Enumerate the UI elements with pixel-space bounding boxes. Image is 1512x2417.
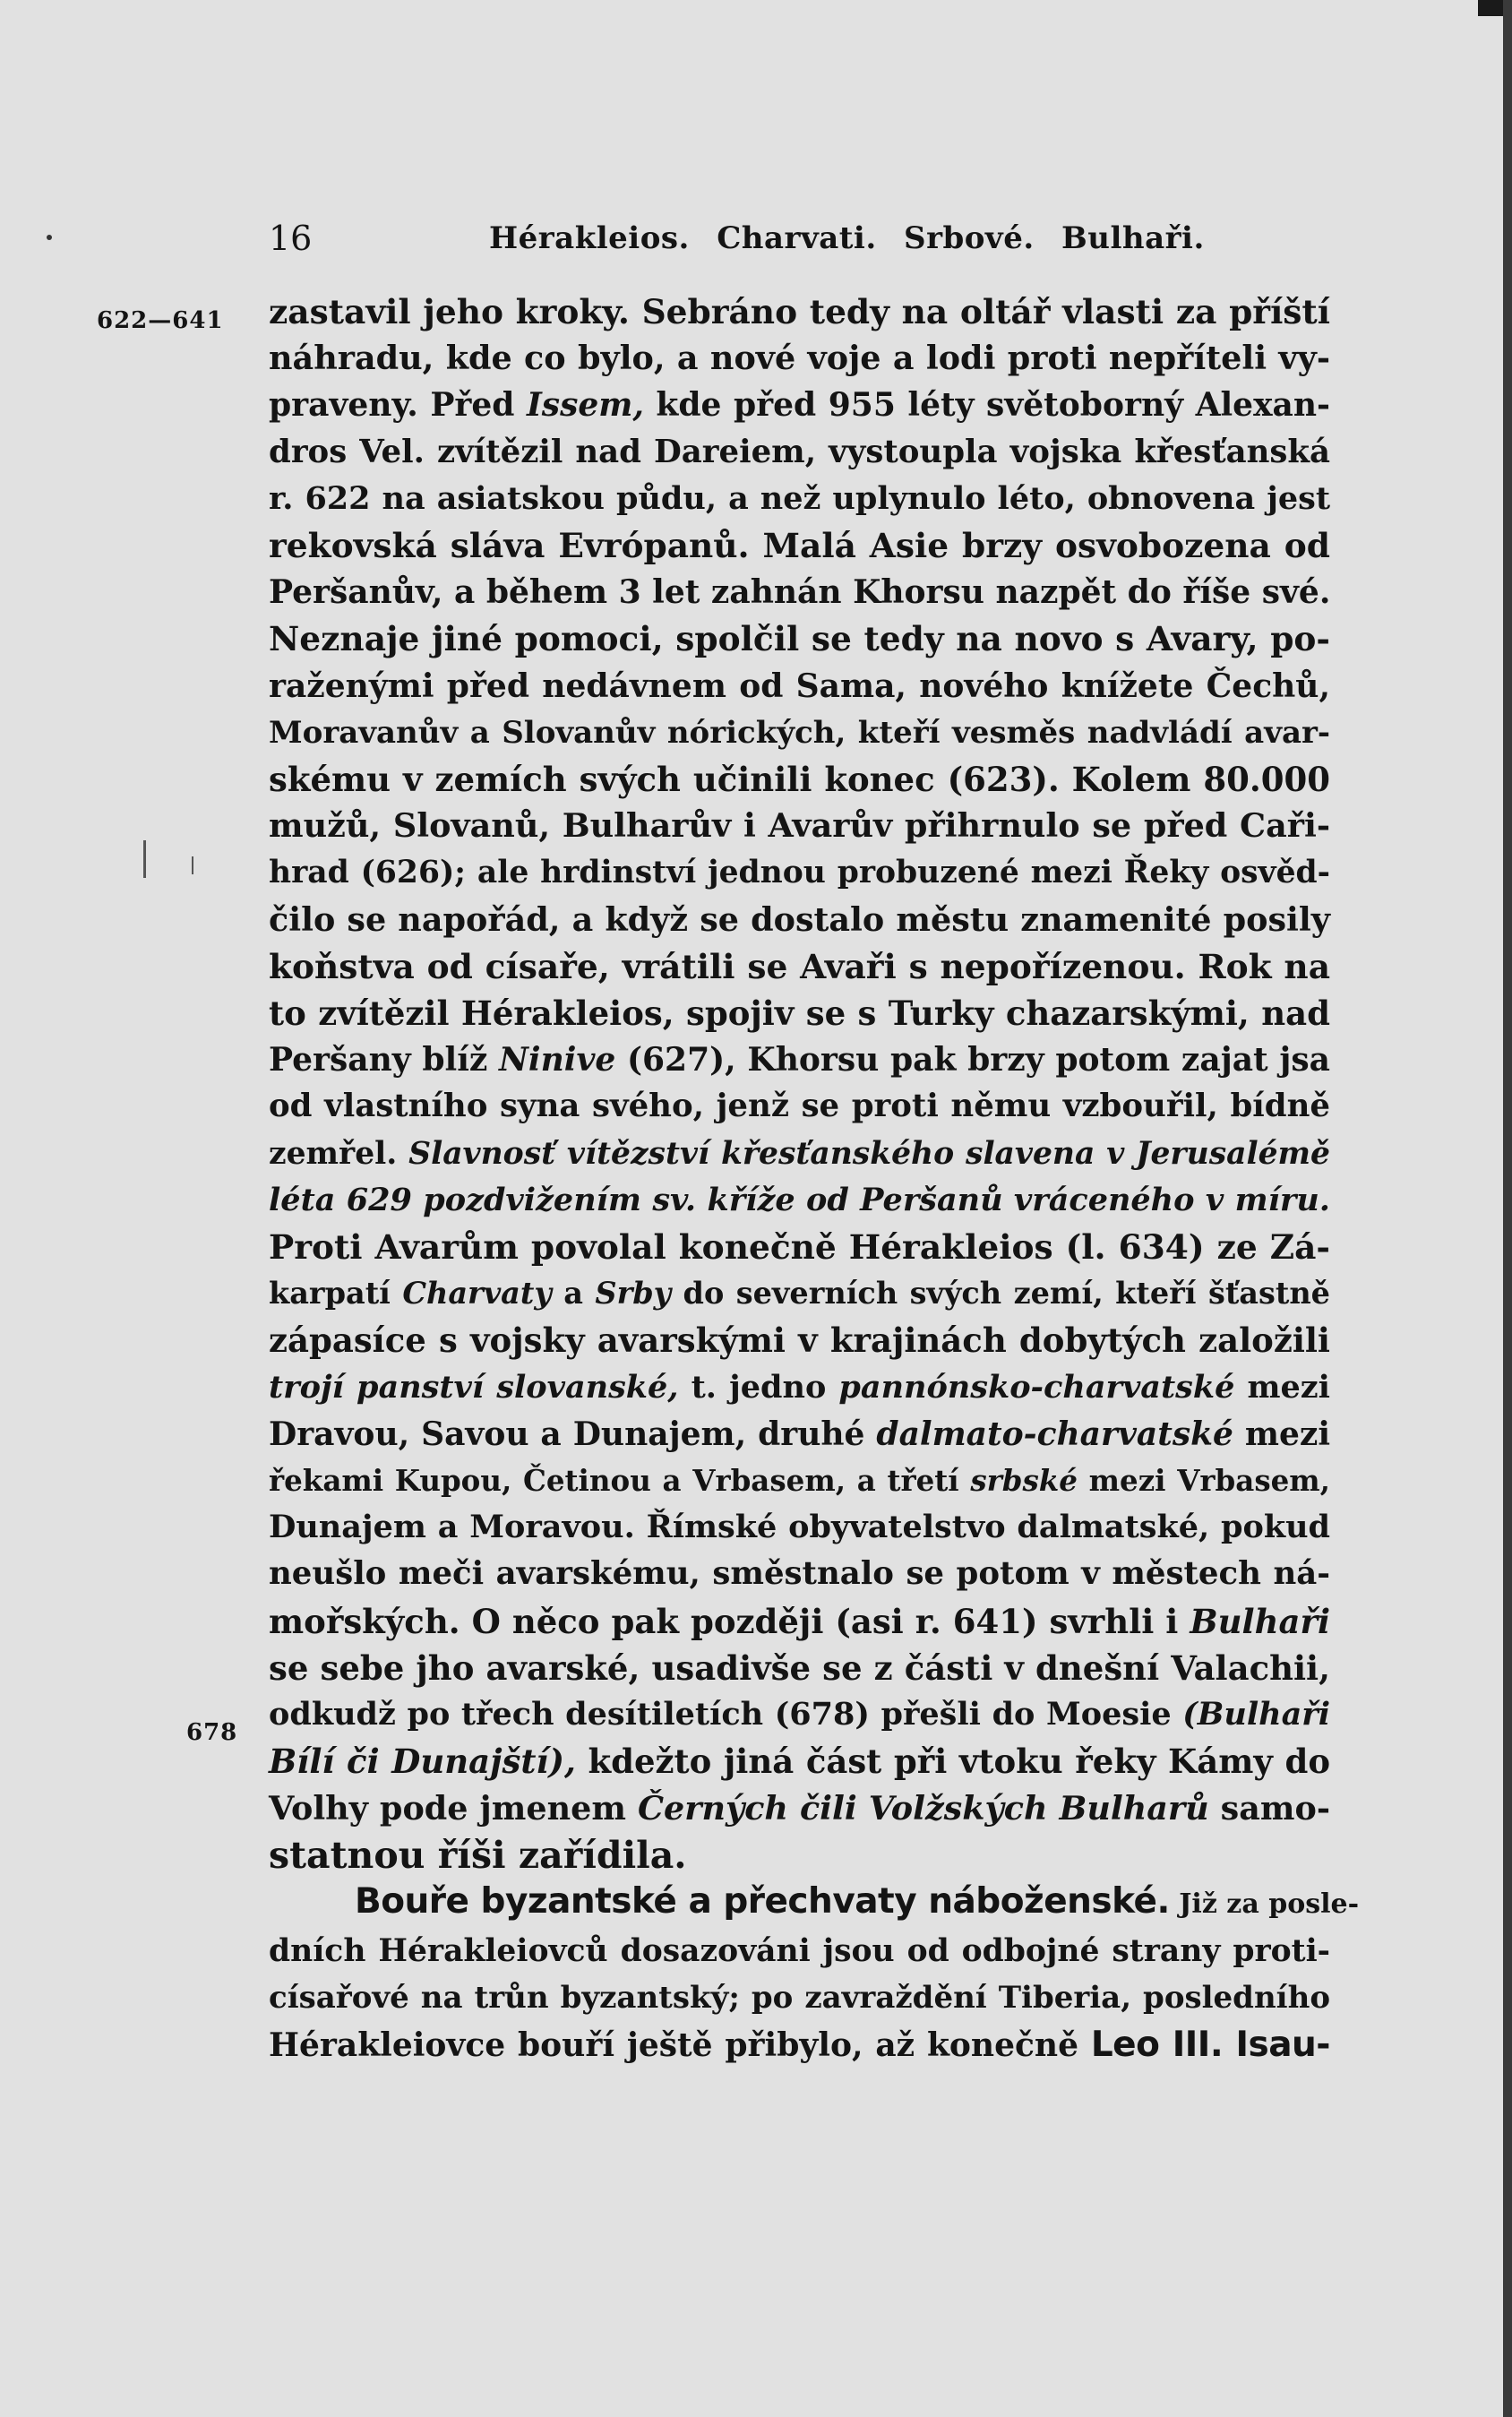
text-line: Bílí či Dunajští), kdežto jiná část při vtoku řeky Kámy do (269, 1742, 1330, 1782)
margin-year: 678 (186, 1719, 238, 1746)
text-line: Dravou, Savou a Dunajem, druhé dalmato-charvatské mezi (269, 1415, 1330, 1453)
text-line: dních Hérakleiovců dosazováni jsou od odbojné strany proti- (269, 1933, 1330, 1970)
text-line: Peršany blíž Ninive (627), Khorsu pak brzy potom zajat jsa (269, 1041, 1330, 1079)
emphasis: Srby (595, 1276, 672, 1312)
emphasis: Černých čili Volžských Bulharů (637, 1788, 1209, 1828)
emphasis: Ninive (499, 1041, 616, 1079)
text-line: od vlastního syna svého, jenž se proti němu vzbouřil, bídně (269, 1088, 1330, 1125)
emphasis: trojí panství slovanské, (269, 1368, 679, 1406)
text-line: mořských. O něco pak později (asi r. 641) svrhli i Bulhaři (269, 1601, 1330, 1641)
text-line: Volhy pode jmenem Černých čili Volžských Bulharů samo- (269, 1788, 1330, 1828)
margin-date-range: 622—641 (97, 307, 224, 334)
text-line: Moravanův a Slovanův nórických, kteří vesměs nadvládí avar- (269, 714, 1330, 751)
text-line: Dunajem a Moravou. Římské obyvatelstvo dalmatské, pokud (269, 1509, 1330, 1546)
margin-dot (47, 235, 52, 240)
text-line: Proti Avarům povolal konečně Hérakleios (l. 634) ze Zá- (269, 1227, 1330, 1268)
text-line: statnou říši zařídila. (269, 1833, 687, 1877)
page-header (265, 211, 1331, 265)
emphasis: Bulhaři (1190, 1601, 1330, 1641)
text-line: Peršanův, a během 3 let zahnán Khorsu nazpět do říše své. (269, 573, 1331, 612)
text-line: dros Vel. zvítězil nad Dareiem, vystoupla vojska křesťanská (269, 433, 1330, 470)
corner-mark (1478, 0, 1503, 16)
section-heading: Bouře byzantské a přechvaty náboženské. (355, 1880, 1170, 1922)
body-text (269, 288, 1360, 2069)
emphasis-name: Leo III. Isau- (1090, 2024, 1330, 2065)
text-line: čilo se napořád, a když se dostalo městu znamenité posily (269, 899, 1330, 939)
stray-mark (143, 840, 146, 878)
page-edge (1503, 0, 1512, 2417)
text-line: řekami Kupou, Četinou a Vrbasem, a třetí srbské mezi Vrbasem, (269, 1463, 1331, 1499)
text-line: neušlo meči avarskému, směstnalo se potom v městech ná- (269, 1555, 1330, 1593)
text-line: trojí panství slovanské, t. jedno pannónsko-charvatské mezi (269, 1368, 1330, 1406)
text-line: r. 622 na asiatskou půdu, a než uplynulo léto, obnovena jest (269, 479, 1330, 517)
page-number: 16 (269, 219, 313, 258)
text-line: karpatí Charvaty a Srby do severních svých zemí, kteří šťastně (269, 1276, 1330, 1312)
emphasis: Bílí či Dunajští), (269, 1742, 576, 1782)
text-line: praveny. Před Issem, kde před 955 léty světoborný Alexan- (269, 386, 1330, 425)
text-line: skému v zemích svých učinili konec (623). Kolem 80.000 (269, 760, 1330, 800)
text-line: Neznaje jiné pomoci, spolčil se tedy na novo s Avary, po- (269, 619, 1330, 659)
text-line: koňstva od císaře, vrátili se Avaři s nepořízenou. Rok na (269, 946, 1330, 986)
stray-mark (192, 856, 193, 874)
emphasis: Issem, (526, 386, 644, 425)
emphasis: Charvaty (402, 1276, 552, 1312)
text-line: zemřel. Slavnosť vítězství křesťanského slavena v Jerusalémě (269, 1135, 1330, 1172)
emphasis: Slavnosť vítězství křesťanského slavena v Jerusalémě (408, 1135, 1330, 1172)
text-line: raženými před nedávnem od Sama, nového knížete Čechů, (269, 667, 1330, 705)
emphasis: dalmato-charvatské (876, 1415, 1233, 1453)
text-line: zápasíce s vojsky avarskými v krajinách dobytých založili (269, 1320, 1330, 1361)
text-line: se sebe jho avarské, usadivše se z části v dnešní Valachii, (269, 1647, 1330, 1688)
text-line: zastavil jeho kroky. Sebráno tedy na oltář vlasti za příští (269, 292, 1330, 331)
text-line: to zvítězil Hérakleios, spojiv se s Turky chazarskými, nad (269, 993, 1330, 1034)
text-line: císařové na trůn byzantský; po zavraždění Tiberia, posledního (269, 1980, 1330, 2017)
text-line: mužů, Slovanů, Bulharův i Avarův přihrnulo se před Caři- (269, 806, 1330, 846)
emphasis: pannónsko-charvatské (838, 1368, 1235, 1406)
emphasis: srbské (970, 1463, 1078, 1499)
text-line: hrad (626); ale hrdinství jednou probuzené mezi Řeky osvěd- (269, 855, 1330, 891)
text-line: Hérakleiovce bouří ještě přibylo, až konečně Leo III. Isau- (269, 2024, 1330, 2065)
text-line: léta 629 pozdvižením sv. kříže od Peršanů vráceného v míru. (269, 1181, 1330, 1218)
text-line: Bouře byzantské a přechvaty náboženské. Již za posle- (355, 1880, 1360, 1922)
text-line: odkudž po třech desítiletích (678) přešli do Moesie (Bulhaři (269, 1696, 1330, 1733)
emphasis: (Bulhaři (1182, 1696, 1330, 1733)
text-line: rekovská sláva Evrópanů. Malá Asie brzy osvobozena od (269, 526, 1330, 566)
text-line: náhradu, kde co bylo, a nové voje a lodi proti nepříteli vy- (269, 339, 1330, 378)
running-head: Hérakleios. Charvati. Srbové. Bulhaři. (489, 220, 1205, 256)
